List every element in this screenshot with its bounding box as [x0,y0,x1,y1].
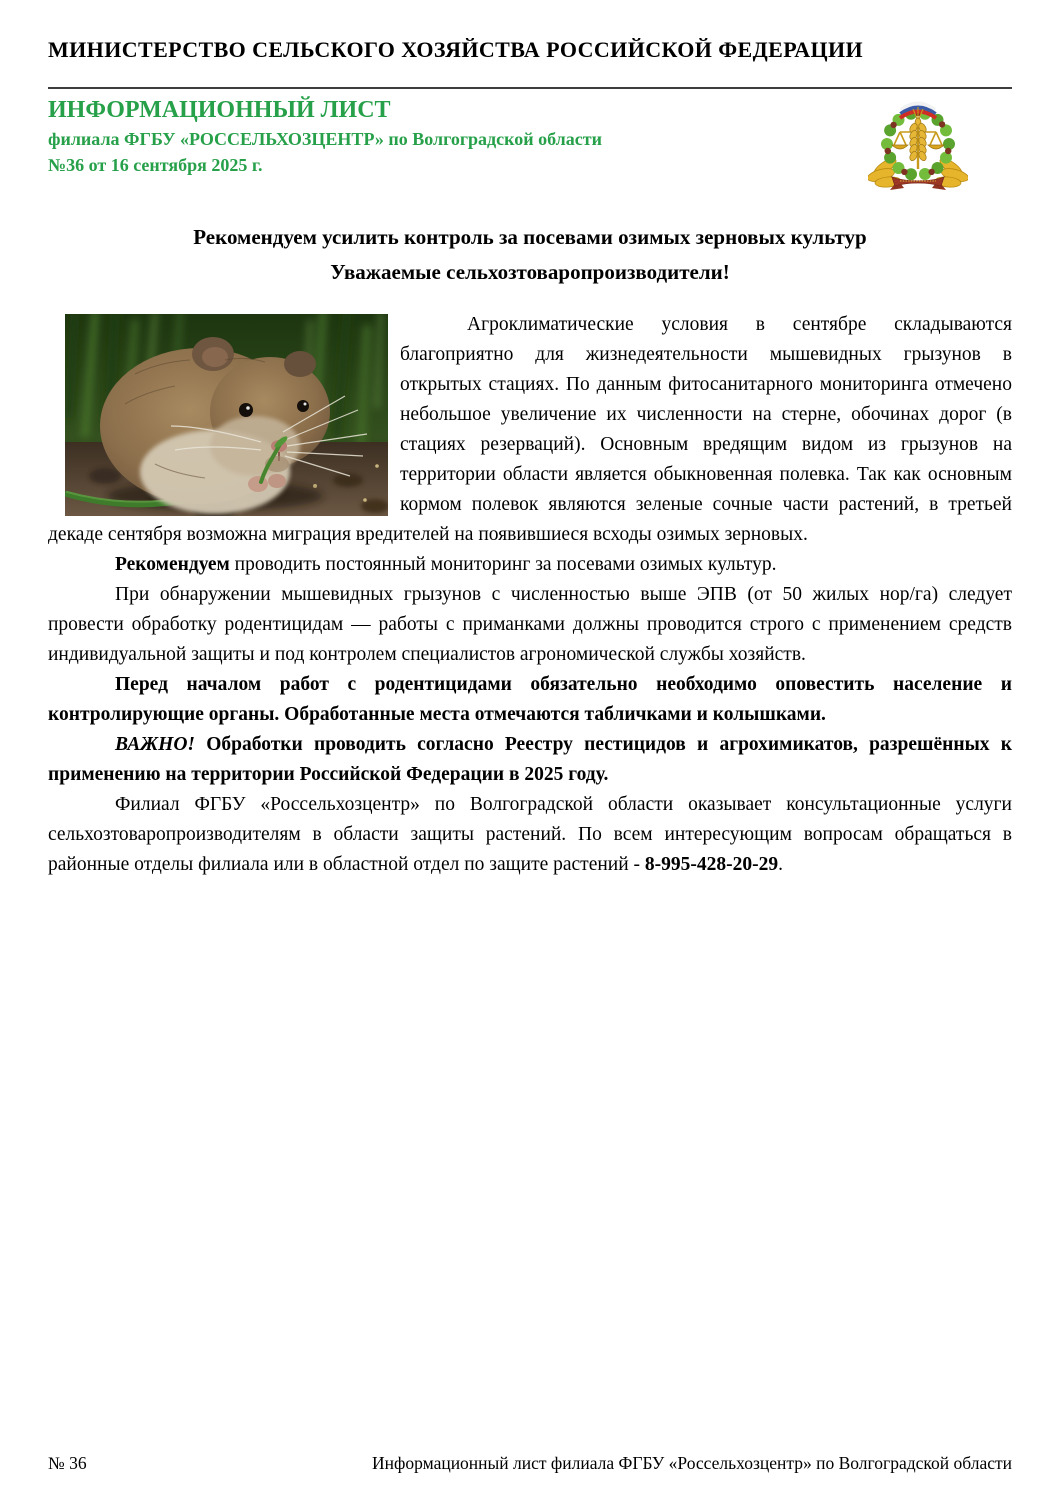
footer-doc-title: Информационный лист филиала ФГБУ «Россельхозцентр» по Волгоградской области [372,1453,1012,1473]
page-footer [48,1452,1012,1474]
important-rest: Обработки проводить согласно Реестру пестицидов и агрохимикатов, разрешённых к применению на территории Российской Федерации в 2025 году. [48,734,1012,785]
recommendation-lead: Рекомендуем [115,554,230,575]
header-divider [48,87,1012,89]
footer-issue-number: № 36 [48,1453,87,1473]
headline-line2: Уважаемые сельхозтоваропроизводители! [330,260,730,284]
article-body [48,310,1012,880]
paragraph-services [48,790,1012,880]
headline-line1: Рекомендуем усилить контроль за посевами озимых зерновых культур [193,225,867,249]
vole-photo [65,314,388,516]
ministry-title: МИНИСТЕРСТВО СЕЛЬСКОГО ХОЗЯЙСТВА РОССИЙСКОЙ ФЕДЕРАЦИИ [48,37,864,62]
services-text: Филиал ФГБУ «Россельхозцентр» по Волгоградской области оказывает консультационные услуги сельхозтоваропроизводителям в области защиты растений. По всем интересующим вопросам обращаться в районные отделы филиала или в областной отдел по защите растений - [48,794,1012,875]
issue-date-line: №36 от 16 сентября 2025 г. [48,155,263,175]
phone-number: 8-995-428-20-29 [644,854,779,875]
recommendation-rest: проводить постоянный мониторинг за посевами озимых культур. [229,554,777,575]
paragraph-important [48,730,1012,790]
paragraph-recommendation [48,550,1012,580]
branch-line: филиала ФГБУ «РОССЕЛЬХОЗЦЕНТР» по Волгоградской области [48,129,602,149]
rosselkhozcenter-emblem-icon [868,96,968,191]
services-tail: . [778,854,784,875]
paragraph-epv-threshold: При обнаружении мышевидных грызунов с численностью выше ЭПВ (от 50 жилых нор/га) следует провести обработку родентицидам — работы с приманками должны проводится строго с применением средств индивидуальной защиты и под контролем специалистов агрономической службы хозяйств. [48,584,1012,665]
headline [48,220,1012,290]
paragraph-notify-warning: Перед началом работ с родентицидами обязательно необходимо оповестить население и контролирующие органы. Обработанные места отмечаются табличками и колышками. [48,674,1012,725]
important-lead: ВАЖНО! [115,734,196,755]
paragraph-intro-text: Агроклиматические условия в сентябре складываются благоприятно для жизнедеятельности мышевидных грызунов в открытых стациях. По данным фитосанитарного мониторинга отмечено небольшое увеличение их численности на стерне, обочинах дорог (в стациях резерваций). Основным вредящим видом из грызунов на территории области является обыкновенная полевка. Так как основным кормом полевок являются зеленые сочные части растений, в третьей декаде сентября возможна миграция вредителей на появившиеся всходы озимых зерновых. [48,314,1012,545]
masthead [48,96,1012,196]
doc-type-title: ИНФОРМАЦИОННЫЙ ЛИСТ [48,97,391,123]
